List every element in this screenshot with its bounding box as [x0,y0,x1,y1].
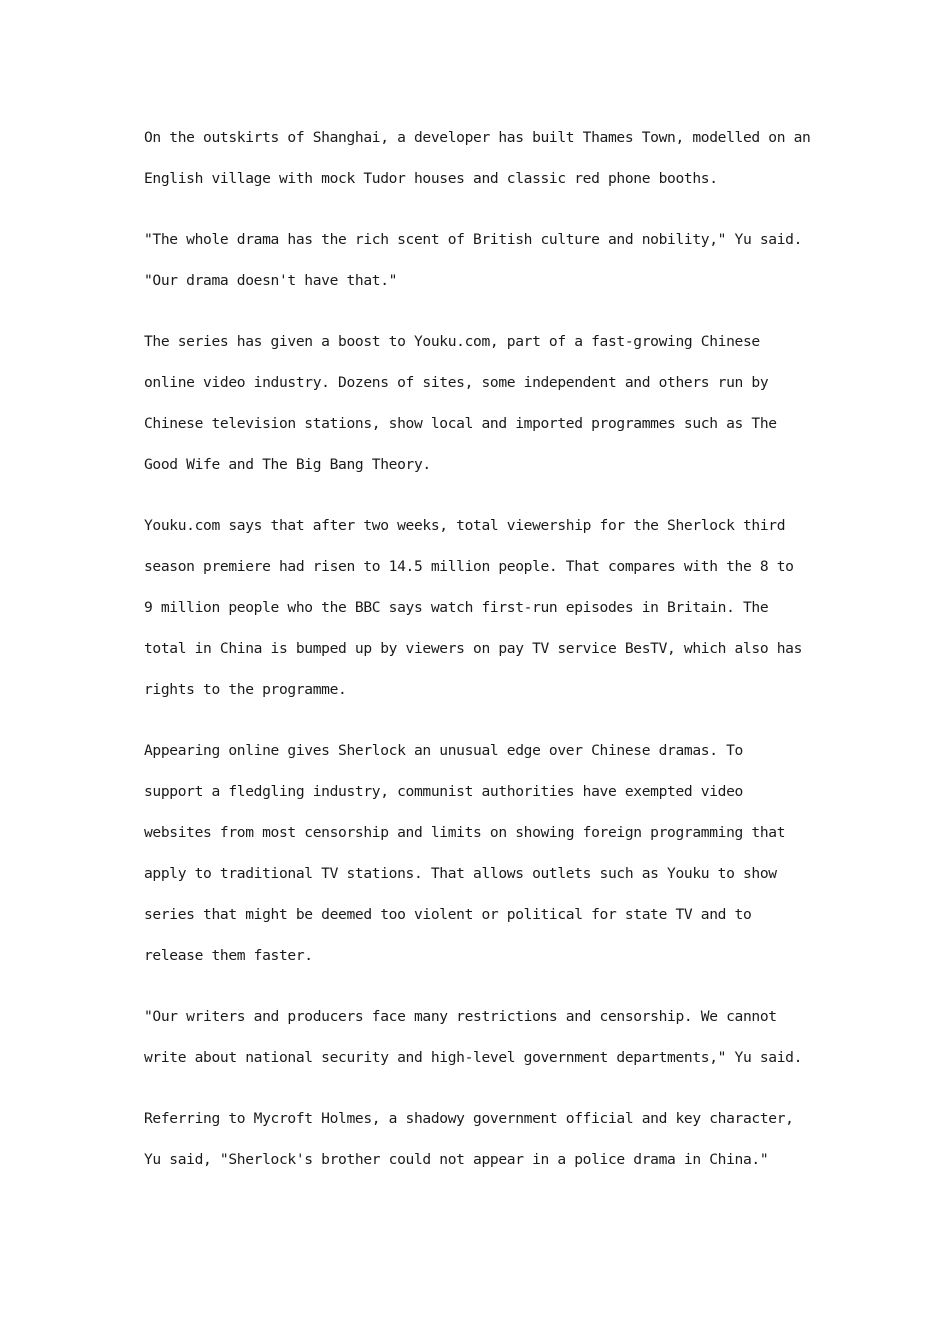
text-line: Chinese television stations, show local and imported programmes such as The [144,415,777,432]
text-line: online video industry. Dozens of sites, some independent and others run by [144,374,769,391]
text-line: 9 million people who the BBC says watch first-run episodes in Britain. The [144,599,769,616]
text-line: total in China is bumped up by viewers on pay TV service BesTV, which also has [144,640,803,657]
text-line: release them faster. [144,947,313,964]
text-line: support a fledgling industry, communist authorities have exempted video [144,783,743,800]
text-line: Yu said, "Sherlock's brother could not appear in a police drama in China." [144,1151,769,1168]
paragraph-viewership [144,505,824,710]
article-body [144,117,824,1200]
text-line: Appearing online gives Sherlock an unusual edge over Chinese dramas. To [144,742,743,759]
paragraph-yu-quote-censorship [144,996,824,1078]
text-line: Referring to Mycroft Holmes, a shadowy government official and key character, [144,1110,794,1127]
text-line: apply to traditional TV stations. That allows outlets such as Youku to show [144,865,777,882]
text-line: English village with mock Tudor houses and classic red phone booths. [144,170,718,187]
text-line: websites from most censorship and limits on showing foreign programming that [144,824,786,841]
text-line: "Our drama doesn't have that." [144,272,398,289]
text-line: write about national security and high-level government departments," Yu said. [144,1049,803,1066]
text-line: "The whole drama has the rich scent of British culture and nobility," Yu said. [144,231,803,248]
paragraph-youku-boost [144,321,824,485]
text-line: Youku.com says that after two weeks, total viewership for the Sherlock third [144,517,786,534]
text-line: rights to the programme. [144,681,347,698]
paragraph-yu-quote-british-culture [144,219,824,301]
paragraph-thames-town [144,117,824,199]
text-line: season premiere had risen to 14.5 million people. That compares with the 8 to [144,558,794,575]
text-line: The series has given a boost to Youku.com, part of a fast-growing Chinese [144,333,760,350]
text-line: On the outskirts of Shanghai, a developer has built Thames Town, modelled on an [144,129,811,146]
text-line: series that might be deemed too violent or political for state TV and to [144,906,752,923]
text-line: Good Wife and The Big Bang Theory. [144,456,431,473]
paragraph-mycroft [144,1098,824,1180]
paragraph-online-edge [144,730,824,976]
text-line: "Our writers and producers face many restrictions and censorship. We cannot [144,1008,777,1025]
